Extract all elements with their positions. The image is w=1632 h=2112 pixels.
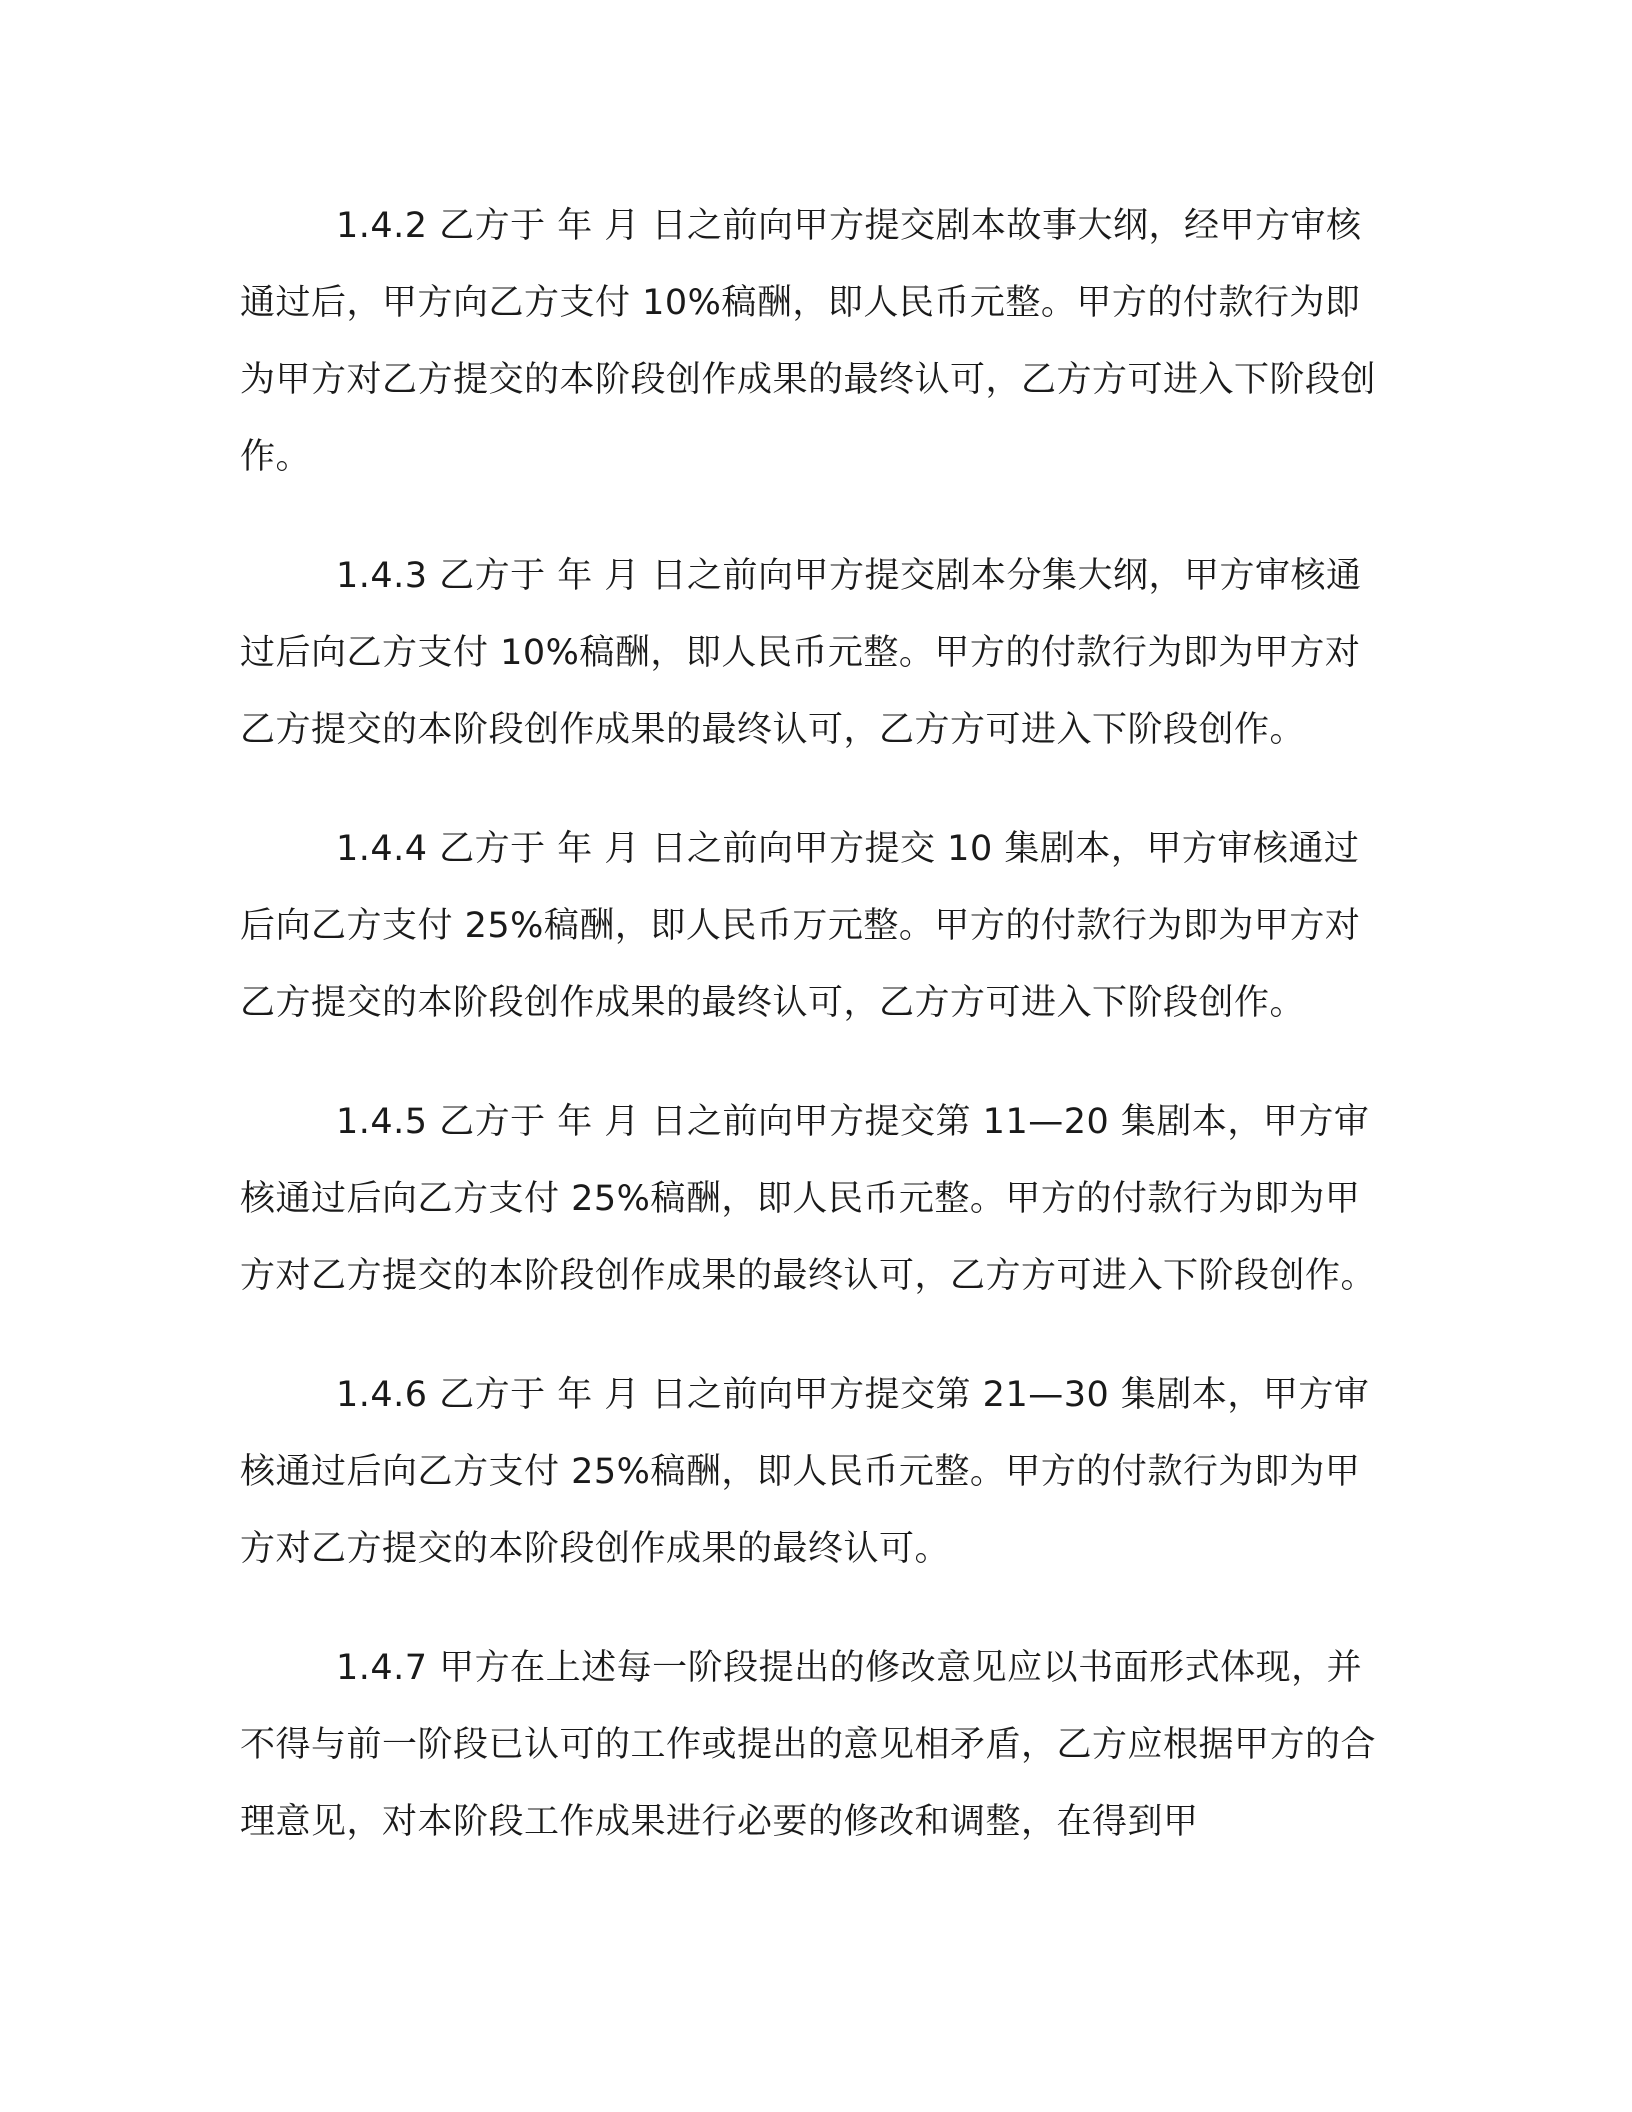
clause-1-4-3: 1.4.3 乙方于 年 月 日之前向甲方提交剧本分集大纲，甲方审核通过后向乙方支付 10%稿酬，即人民币元整。甲方的付款行为即为甲方对乙方提交的本阶段创作成果的最终认可，乙方方可进入下阶段创作。	[240, 556, 1362, 750]
clause-1-4-7: 1.4.7 甲方在上述每一阶段提出的修改意见应以书面形式体现，并不得与前一阶段已认可的工作或提出的意见相矛盾，乙方应根据甲方的合理意见，对本阶段工作成果进行必要的修改和调整，在得到甲	[240, 1648, 1377, 1842]
document-body	[240, 188, 1385, 1903]
clause-1-4-5: 1.4.5 乙方于 年 月 日之前向甲方提交第 11—20 集剧本，甲方审核通过后向乙方支付 25%稿酬，即人民币元整。甲方的付款行为即为甲方对乙方提交的本阶段创作成果的最终认可，乙方方可进入下阶段创作。	[240, 1102, 1377, 1296]
clause-1-4-4: 1.4.4 乙方于 年 月 日之前向甲方提交 10 集剧本，甲方审核通过后向乙方支付 25%稿酬，即人民币万元整。甲方的付款行为即为甲方对乙方提交的本阶段创作成果的最终认可，乙方方可进入下阶段创作。	[240, 829, 1361, 1023]
clause-1-4-6: 1.4.6 乙方于 年 月 日之前向甲方提交第 21—30 集剧本，甲方审核通过后向乙方支付 25%稿酬，即人民币元整。甲方的付款行为即为甲方对乙方提交的本阶段创作成果的最终认可。	[240, 1375, 1370, 1569]
clause-1-4-2: 1.4.2 乙方于 年 月 日之前向甲方提交剧本故事大纲，经甲方审核通过后，甲方向乙方支付 10%稿酬，即人民币元整。甲方的付款行为即为甲方对乙方提交的本阶段创作成果的最终认可，乙方方可进入下阶段创作。	[240, 206, 1377, 477]
